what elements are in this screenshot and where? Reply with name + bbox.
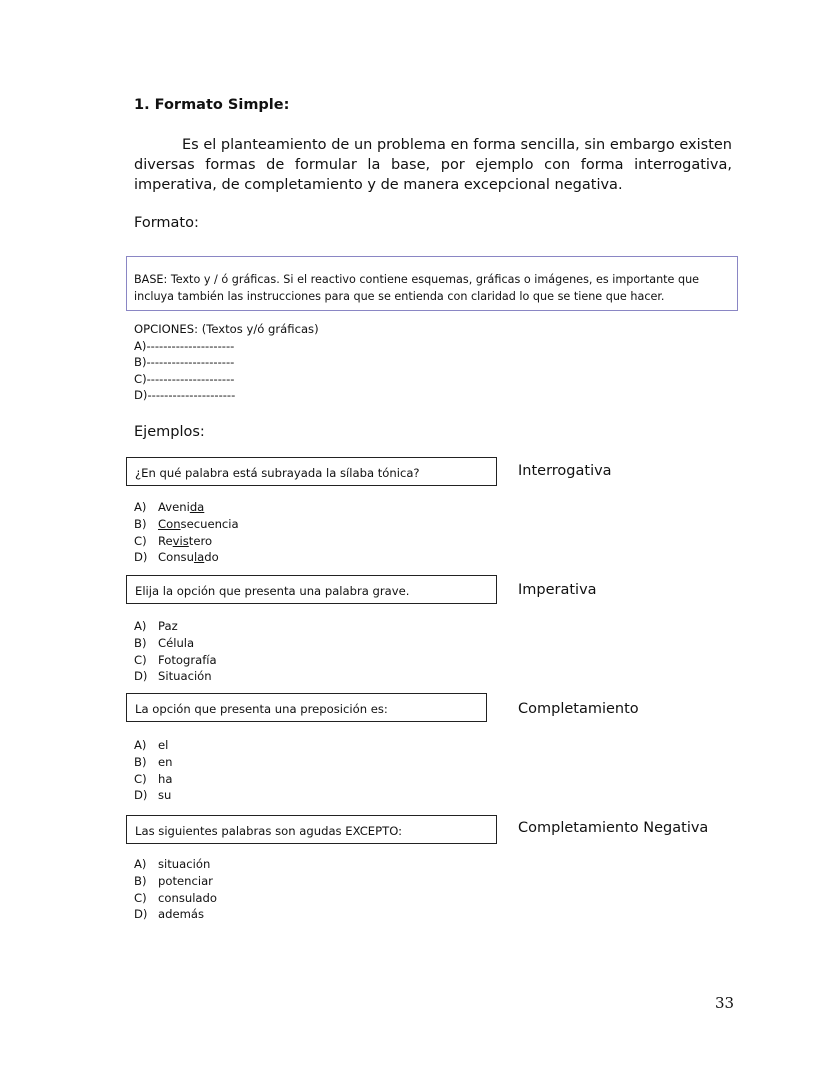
example-question-box: ¿En qué palabra está subrayada la sílaba tónica? — [126, 457, 497, 486]
example-type-label: Imperativa — [518, 582, 597, 598]
example-options — [134, 856, 217, 923]
example-options — [134, 618, 217, 685]
option-text-part: Re — [158, 533, 173, 548]
example-question-box: La opción que presenta una preposición es: — [126, 693, 487, 722]
example-options — [134, 499, 239, 566]
option-row — [134, 856, 217, 873]
stressed-syllable: da — [189, 500, 205, 514]
option-row — [134, 635, 217, 652]
option-letter: B) — [134, 516, 147, 531]
option-row — [134, 549, 239, 566]
example-type-label: Completamiento Negativa — [518, 820, 709, 836]
option-letter: D) — [134, 788, 148, 803]
option-text: su — [158, 788, 172, 803]
option-text: además — [158, 907, 205, 922]
option-letter: A) — [134, 857, 147, 871]
intro-paragraph: Es el planteamiento de un problema en forma sencilla, sin embargo existen diversas formas de formular la base, por ejemplo con forma interrogativa, imperativa, de completamiento y de manera excepcional negativa. — [134, 137, 732, 193]
section-heading: 1. Formato Simple: — [134, 97, 290, 113]
option-text: el — [158, 738, 169, 752]
option-row — [134, 771, 172, 788]
option-letter: B) — [134, 754, 147, 769]
example-type-label: Completamiento — [518, 701, 639, 717]
stressed-syllable: vis — [172, 533, 189, 548]
option-row — [134, 618, 217, 635]
option-row — [134, 906, 217, 923]
option-row — [134, 873, 217, 890]
option-letter: C) — [134, 652, 147, 667]
stressed-syllable: la — [193, 550, 205, 565]
option-text-part: tero — [188, 533, 213, 548]
option-text: Paz — [158, 619, 178, 633]
option-letter: C) — [134, 533, 147, 548]
formato-label: Formato: — [134, 215, 199, 231]
example-type-label: Interrogativa — [518, 463, 612, 479]
option-row — [134, 754, 172, 771]
option-letter: D) — [134, 669, 148, 684]
opciones-block — [134, 321, 319, 404]
option-row — [134, 499, 239, 516]
opciones-line: D)--------------------- — [134, 388, 236, 402]
option-text: potenciar — [158, 873, 213, 888]
page-number: 33 — [715, 994, 735, 1012]
base-box: BASE: Texto y / ó gráficas. Si el reactivo contiene esquemas, gráficas o imágenes, es importante que incluya también las instrucciones para que se entienda con claridad lo que se tiene que hacer. — [126, 256, 738, 311]
option-letter: A) — [134, 619, 147, 633]
option-letter: B) — [134, 873, 147, 888]
ejemplos-label: Ejemplos: — [134, 424, 205, 440]
option-letter: B) — [134, 635, 147, 650]
option-text-part: Consu — [158, 550, 194, 565]
option-text-part: secuencia — [180, 516, 239, 531]
option-text-part: Aveni — [158, 500, 190, 514]
opciones-line: B)--------------------- — [134, 355, 235, 369]
option-letter: A) — [134, 738, 147, 752]
option-text-part: do — [204, 550, 219, 565]
option-letter: D) — [134, 907, 148, 922]
stressed-syllable: Con — [158, 516, 181, 531]
option-letter: D) — [134, 550, 148, 565]
example-question-box: Elija la opción que presenta una palabra grave. — [126, 575, 497, 604]
option-text: Célula — [158, 635, 195, 650]
opciones-title: OPCIONES: (Textos y/ó gráficas) — [134, 322, 319, 336]
example-options — [134, 737, 172, 804]
opciones-line: C)--------------------- — [134, 371, 235, 386]
option-text: Fotografía — [158, 652, 217, 667]
option-text: ha — [158, 771, 173, 786]
option-text: en — [158, 754, 173, 769]
opciones-line: A)--------------------- — [134, 338, 235, 353]
example-question-box: Las siguientes palabras son agudas EXCEPTO: — [126, 815, 497, 844]
option-row — [134, 516, 239, 533]
option-text: Situación — [158, 669, 212, 684]
option-letter: C) — [134, 890, 147, 905]
option-row — [134, 668, 217, 685]
option-letter: A) — [134, 500, 147, 514]
option-letter: C) — [134, 771, 147, 786]
option-row — [134, 787, 172, 804]
option-row — [134, 890, 217, 907]
option-row — [134, 737, 172, 754]
option-text: consulado — [158, 890, 217, 905]
option-row — [134, 533, 239, 550]
option-text: situación — [158, 857, 211, 871]
option-row — [134, 652, 217, 669]
